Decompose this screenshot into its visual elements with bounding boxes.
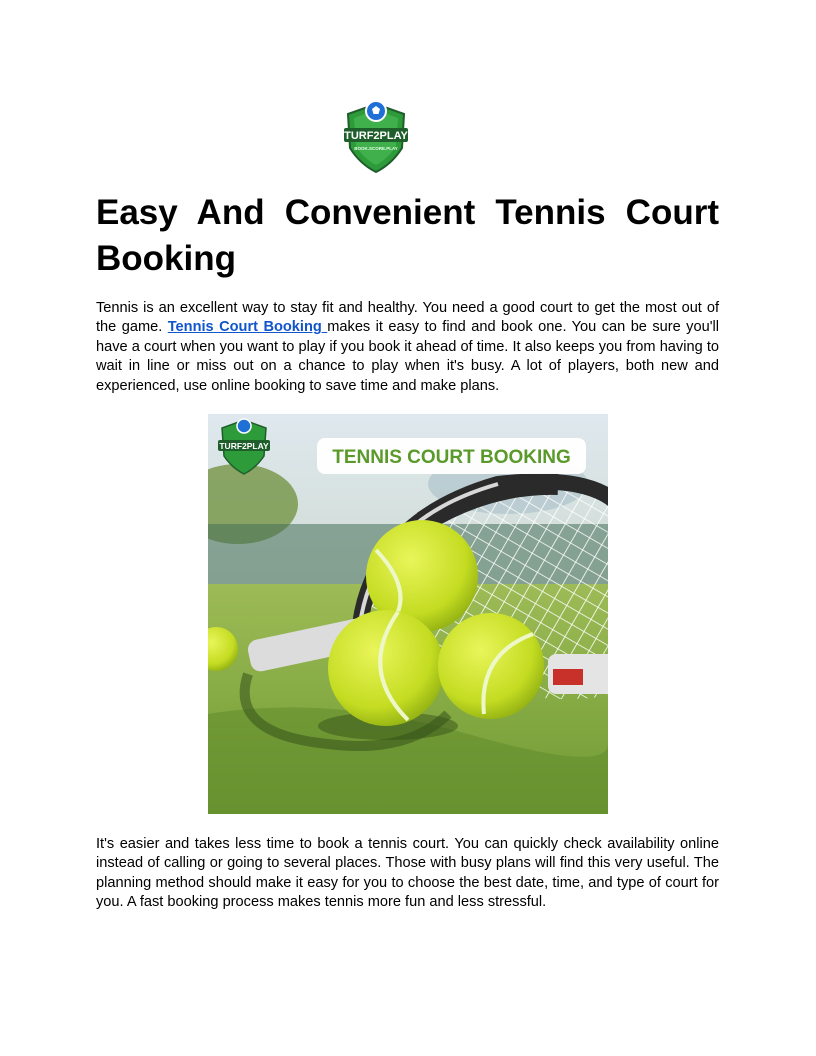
turf2play-logo [342, 98, 410, 174]
hero-logo-text: TURF2PLAY [219, 441, 269, 451]
closing-paragraph: It's easier and takes less time to book a tennis court. You can quickly check availability online instead of calling or going to several places. Those with busy plans will find this very useful. The planning method should make it easy for you to choose the best date, time, and type of court for you. A fast booking process makes tennis more fun and less stressful. [96, 836, 719, 911]
intro-text-start: Tennis is an excellent way to stay fit and healthy. You need a good court to get the most out of the game. [96, 300, 719, 336]
logo-brand-text: TURF2PLAY [344, 130, 408, 142]
logo-shield-icon [342, 98, 410, 174]
logo-tagline: BOOK.SCORE.PLAY [354, 146, 398, 151]
intro-text-end: makes it easy to find and book one. You can be sure you'll have a court when you want to play if you book it ahead of time. It also keeps you from having to wait in line or miss out on a chance to play when it's busy. A lot of players, both new and experienced, use online booking to save time and make plans. [96, 319, 719, 394]
tennis-court-booking-link[interactable]: Tennis Court Booking [167, 319, 328, 336]
hero-banner-text: TENNIS COURT BOOKING [332, 447, 571, 468]
hero-image [208, 414, 608, 814]
intro-paragraph [96, 299, 719, 396]
page-title: Easy And Convenient Tennis Court Booking [96, 193, 719, 278]
